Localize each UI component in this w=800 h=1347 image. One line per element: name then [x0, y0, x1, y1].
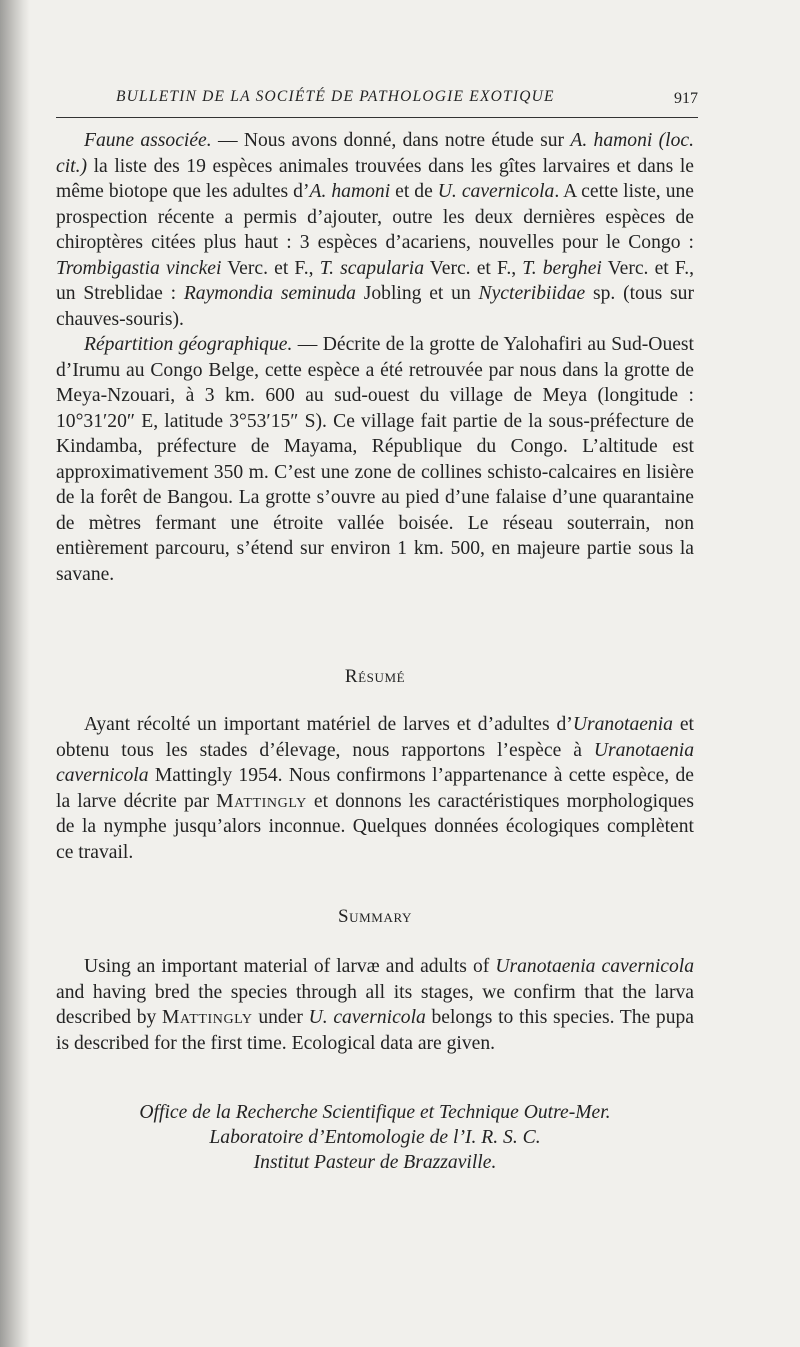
summary-heading: Summary [337, 906, 412, 927]
repartition-paragraph: Répartition géographique. — Décrite de la grotte de Yalohafiri au Sud-Ouest d’Irumu au Congo Belge, cette espèce a été retrouvée par nous dans la grotte de Meya-Nzouari, à 3 km. 600 au sud-ouest du village de Meya (longitude : 10°31′20″ E, latitude 3°53′15″ S). Ce village fait partie de la sous-préfecture de Kindamba, préfecture de Mayama, République du Congo. L’altitude est approximativement 350 m. C’est une zone de collines schisto-calcaires en lisière de la forêt de Bangou. La grotte s’ouvre au pied d’une falaise d’une quarantaine de mètres fermant une étroite vallée boisée. Le réseau souterrain, non entièrement parcouru, s’étend sur environ 1 km. 500, en majeure partie sous la savane. [56, 334, 695, 585]
affiliation-line-2: Laboratoire d’Entomologie de l’I. R. S. C. [209, 1127, 541, 1148]
affiliation-line-3: Institut Pasteur de Brazzaville. [253, 1152, 497, 1173]
resume-section [56, 712, 694, 865]
summary-paragraph: Using an important material of larvæ and adults of Uranotaenia cavernicola and having bred the species through all its stages, we confirm that the larva described by Mattingly under U. cavernicola belongs to this species. The pupa is described for the first time. Ecological data are given. [56, 956, 694, 1054]
resume-author: Mattingly [216, 790, 307, 812]
resume-heading: Résumé [344, 666, 406, 687]
affiliation-line-1: Office de la Recherche Scientifique et Technique Outre-Mer. [139, 1102, 611, 1123]
journal-title: BULLETIN DE LA SOCIÉTÉ DE PATHOLOGIE EXOTIQUE [116, 88, 555, 105]
page-spine-shadow [0, 0, 30, 1347]
header-rule [56, 117, 698, 118]
affiliation-block [56, 1100, 694, 1175]
summary-author: Mattingly [162, 1007, 253, 1028]
running-header [56, 86, 698, 112]
faune-paragraph: Faune associée. — Nous avons donné, dans notre étude sur A. hamoni (loc. cit.) la liste des 19 espèces animales trouvées dans les gîtes larvaires et dans le même biotope que les adultes d’A. hamoni et de U. cavernicola. A cette liste, une prospection récente a permis d’ajouter, outre les deux dernières espèces de chiroptères citées plus haut : 3 espèces d’acariens, nouvelles pour le Congo : Trombigastia vinckei Verc. et F., T. scapularia Verc. et F., T. berghei Verc. et F., un Streblidae : Raymondia seminuda Jobling et un Nycteribiidae sp. (tous sur chauves-souris). [56, 130, 695, 330]
resume-paragraph: Ayant récolté un important matériel de larves et d’adultes d’Uranotaenia et obtenu tous les stades d’élevage, nous rapportons l’espèce à Uranotaenia cavernicola Mattingly 1954. Nous confirmons l’appartenance à cette espèce, de la larve décrite par Mattingly et donnons les caractéristiques morphologiques de la nymphe jusqu’alors inconnue. Quelques données écologiques complètent ce travail. [56, 714, 694, 863]
page-number: 917 [674, 90, 698, 107]
repartition-lead: Répartition géographique. [84, 334, 293, 355]
faune-lead: Faune associée. [84, 130, 212, 151]
summary-section [56, 954, 694, 1056]
faune-section [56, 128, 694, 587]
